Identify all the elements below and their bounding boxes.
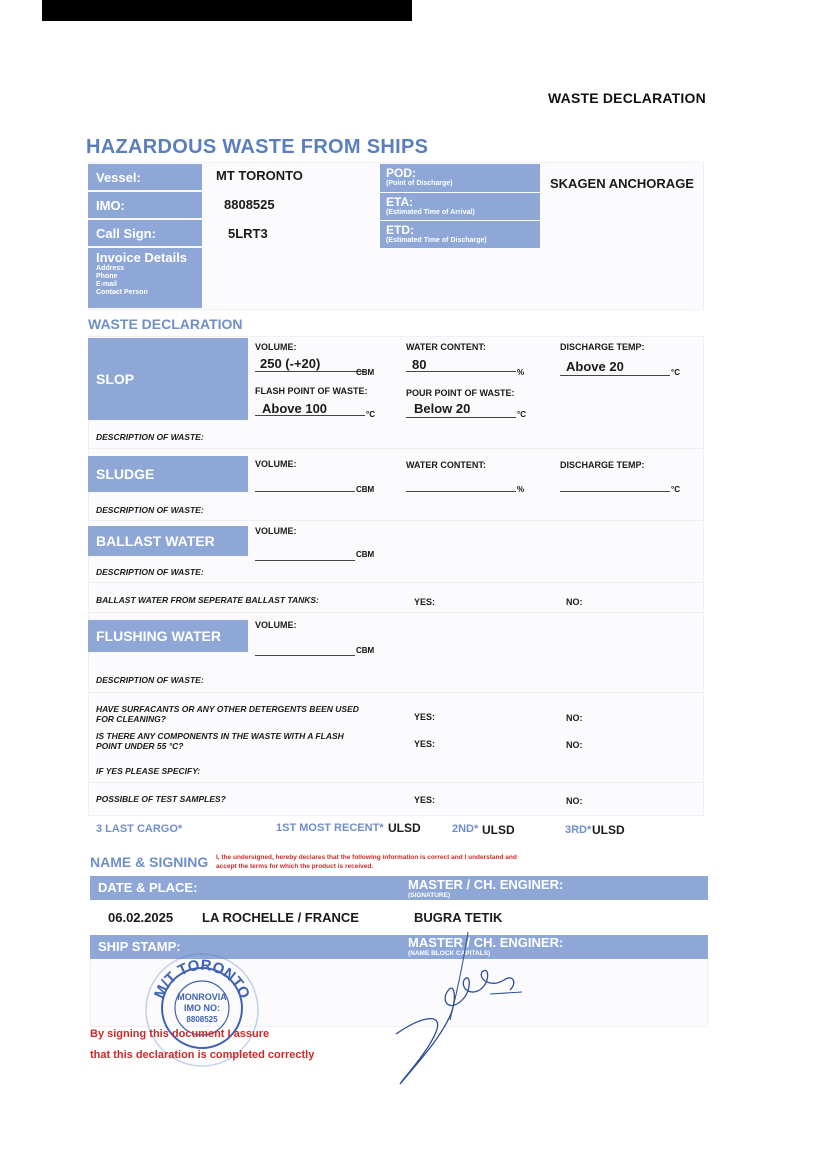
sludge-volume-unit: CBM bbox=[356, 485, 375, 494]
slop-description-label: DESCRIPTION OF WASTE: bbox=[96, 432, 204, 442]
invoice-contact: Contact Person bbox=[96, 289, 148, 296]
surfactants-no: NO: bbox=[566, 713, 583, 723]
surfactants-question bbox=[96, 704, 359, 724]
stamp-ring-text: M/T TORONTO bbox=[151, 956, 253, 1002]
imo-label: IMO: bbox=[88, 192, 202, 218]
invoice-title: Invoice Details bbox=[96, 250, 188, 265]
slop-temp-value: Above 20 bbox=[566, 359, 624, 374]
ship-stamp-label: SHIP STAMP: bbox=[98, 939, 181, 954]
divider bbox=[88, 520, 704, 521]
slop-water-value: 80 bbox=[412, 357, 427, 372]
second-recent-value: ULSD bbox=[482, 823, 515, 837]
sludge-volume-label: VOLUME: bbox=[255, 459, 297, 469]
call-sign-label: Call Sign: bbox=[88, 220, 202, 246]
sludge-temp-line bbox=[560, 476, 670, 492]
master-name-label: MASTER / CH. ENGINER: bbox=[408, 935, 564, 950]
second-recent-label: 2ND* bbox=[452, 823, 479, 835]
third-recent-label: 3RD* bbox=[565, 824, 592, 836]
sludge-description-label: DESCRIPTION OF WASTE: bbox=[96, 505, 204, 515]
surfactants-line-1: HAVE SURFACANTS OR ANY OTHER DETERGENTS BEEN USED bbox=[96, 704, 359, 714]
invoice-email: E-mail bbox=[96, 281, 118, 288]
imo-value: 8808525 bbox=[224, 197, 275, 212]
last-cargo-label: 3 LAST CARGO* bbox=[96, 823, 183, 835]
date-place-label: DATE & PLACE: bbox=[98, 880, 198, 895]
third-recent-value: ULSD bbox=[592, 823, 625, 837]
slop-pour-label: POUR POINT OF WASTE: bbox=[406, 388, 515, 398]
declaration-line-1: I, the undersigned, hereby declares that the following information is correct and I understand and bbox=[216, 854, 517, 861]
ballast-description-label: DESCRIPTION OF WASTE: bbox=[96, 567, 204, 577]
call-sign-value: 5LRT3 bbox=[228, 226, 268, 241]
stamp-line-1: MONROVIA bbox=[177, 992, 227, 1002]
slop-volume-unit: CBM bbox=[356, 368, 375, 377]
assure-line-1: By signing this document I assure bbox=[90, 1028, 270, 1040]
stamp-center bbox=[172, 992, 232, 1025]
stamp-line-3: 8808525 bbox=[186, 1015, 218, 1024]
pod-sub: (Point of Discharge) bbox=[386, 180, 453, 187]
sludge-water-line bbox=[406, 476, 516, 492]
master-name-value: BUGRA TETIK bbox=[414, 910, 503, 925]
slop-pour-unit: °C bbox=[517, 410, 526, 419]
seg-ballast-label: BALLAST WATER FROM SEPERATE BALLAST TANKS: bbox=[96, 595, 319, 605]
eta-label-cell bbox=[380, 193, 540, 220]
flash-components-line-1: IS THERE ANY COMPONENTS IN THE WASTE WITH A FLASH bbox=[96, 731, 344, 741]
etd-sub: (Estimated Time of Discharge) bbox=[386, 237, 487, 244]
slop-flash-label: FLASH POINT OF WASTE: bbox=[255, 386, 368, 396]
assure-line-2: that this declaration is completed correctly bbox=[90, 1049, 315, 1061]
sludge-volume-line bbox=[255, 476, 355, 492]
signature-icon bbox=[392, 928, 532, 1088]
first-recent-value: ULSD bbox=[388, 821, 421, 835]
ballast-water-label: BALLAST WATER bbox=[88, 526, 248, 556]
pod-label: POD: bbox=[386, 166, 416, 180]
surfactants-line-2: FOR CLEANING? bbox=[96, 714, 166, 724]
vessel-label: Vessel: bbox=[88, 164, 202, 190]
master-signature-label: MASTER / CH. ENGINER: bbox=[408, 877, 564, 892]
seg-ballast-no: NO: bbox=[566, 597, 583, 607]
sludge-water-unit: % bbox=[517, 485, 525, 494]
sludge-water-label: WATER CONTENT: bbox=[406, 460, 486, 470]
sludge-temp-label: DISCHARGE TEMP: bbox=[560, 460, 645, 470]
divider bbox=[88, 782, 704, 783]
flushing-water-label: FLUSHING WATER bbox=[88, 620, 248, 652]
etd-label-cell bbox=[380, 221, 540, 248]
flushing-description-label: DESCRIPTION OF WASTE: bbox=[96, 675, 204, 685]
slop-label: SLOP bbox=[88, 338, 248, 420]
first-recent-label: 1ST MOST RECENT* bbox=[276, 822, 384, 834]
test-samples-yes: YES: bbox=[414, 795, 436, 805]
pod-label-cell bbox=[380, 164, 540, 192]
invoice-address: Address bbox=[96, 265, 125, 272]
flushing-volume-label: VOLUME: bbox=[255, 620, 297, 630]
divider bbox=[88, 692, 704, 693]
slop-water-label: WATER CONTENT: bbox=[406, 342, 486, 352]
master-signature-header bbox=[408, 877, 563, 899]
flash-components-yes: YES: bbox=[414, 739, 436, 749]
invoice-phone: Phone bbox=[96, 273, 118, 280]
eta-label: ETA: bbox=[386, 195, 414, 209]
waste-section-title: WASTE DECLARATION bbox=[88, 316, 243, 332]
slop-water-unit: % bbox=[517, 368, 525, 377]
etd-label: ETD: bbox=[386, 223, 414, 237]
flash-components-no: NO: bbox=[566, 740, 583, 750]
name-signing-title: NAME & SIGNING bbox=[90, 854, 209, 870]
slop-temp-unit: °C bbox=[671, 368, 680, 377]
ballast-volume-line bbox=[255, 545, 355, 561]
slop-flash-unit: °C bbox=[366, 410, 375, 419]
invoice-details-label bbox=[88, 248, 202, 308]
slop-volume-value: 250 (-+20) bbox=[260, 356, 321, 371]
vessel-value: MT TORONTO bbox=[216, 168, 303, 183]
test-samples-no: NO: bbox=[566, 796, 583, 806]
surfactants-yes: YES: bbox=[414, 712, 436, 722]
master-signature-sub: (SIGNATURE) bbox=[408, 892, 451, 899]
divider bbox=[88, 612, 704, 613]
divider bbox=[88, 448, 704, 449]
place-value: LA ROCHELLE / FRANCE bbox=[202, 910, 359, 925]
date-value: 06.02.2025 bbox=[108, 910, 174, 925]
specify-label: IF YES PLEASE SPECIFY: bbox=[96, 766, 201, 776]
master-name-sub: (NAME BLOCK CAPITALS) bbox=[408, 950, 491, 957]
divider bbox=[88, 582, 704, 583]
flushing-volume-unit: CBM bbox=[356, 646, 375, 655]
eta-sub: (Estimated Time of Arrival) bbox=[386, 209, 475, 216]
test-samples-question: POSSIBLE OF TEST SAMPLES? bbox=[96, 794, 226, 804]
flash-components-line-2: POINT UNDER 55 °C? bbox=[96, 741, 184, 751]
stamp-line-2: IMO NO: bbox=[184, 1003, 220, 1013]
declaration-text bbox=[216, 853, 517, 871]
sludge-temp-unit: °C bbox=[671, 485, 680, 494]
redaction-bar bbox=[42, 0, 412, 21]
main-title: HAZARDOUS WASTE FROM SHIPS bbox=[86, 136, 429, 158]
pod-value: SKAGEN ANCHORAGE bbox=[550, 176, 694, 191]
slop-volume-label: VOLUME: bbox=[255, 342, 297, 352]
slop-temp-label: DISCHARGE TEMP: bbox=[560, 342, 645, 352]
slop-pour-value: Below 20 bbox=[414, 401, 471, 416]
slop-flash-value: Above 100 bbox=[262, 401, 328, 416]
seg-ballast-yes: YES: bbox=[414, 597, 436, 607]
ballast-volume-unit: CBM bbox=[356, 550, 375, 559]
flushing-volume-line bbox=[255, 640, 355, 656]
declaration-line-2: accept the terms for which the product is received. bbox=[216, 863, 374, 870]
flash-components-question bbox=[96, 731, 344, 751]
sludge-label: SLUDGE bbox=[88, 456, 248, 492]
document-title: WASTE DECLARATION bbox=[548, 90, 706, 106]
handwritten-signature bbox=[392, 928, 532, 1088]
ballast-volume-label: VOLUME: bbox=[255, 526, 297, 536]
